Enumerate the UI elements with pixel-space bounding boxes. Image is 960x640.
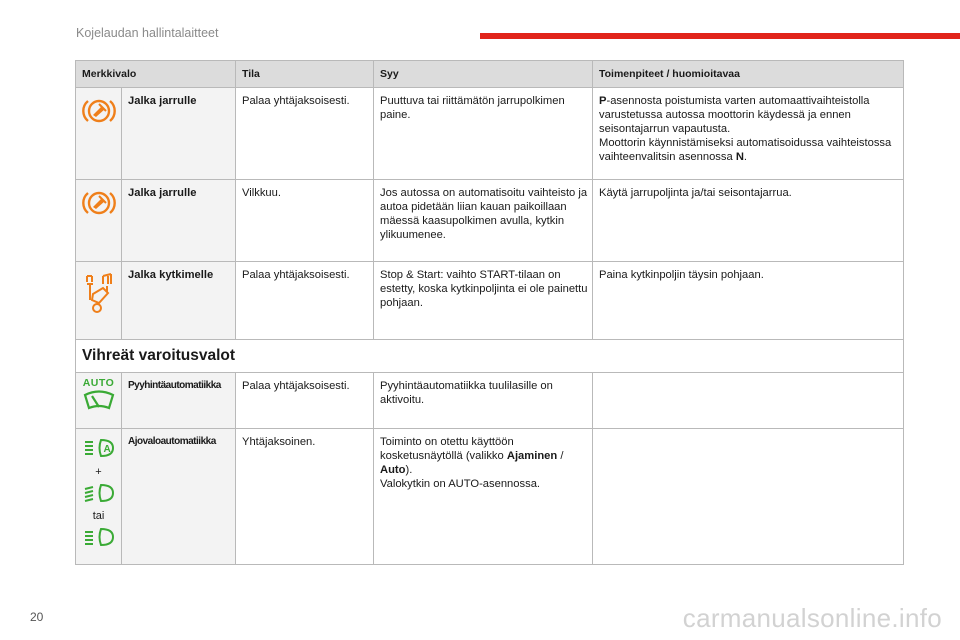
auto-label: AUTO — [82, 377, 115, 389]
icon-cell — [76, 180, 122, 262]
action-paragraph-2 — [599, 136, 899, 164]
tila-cell: Palaa yhtäjaksoisesti. — [236, 262, 374, 340]
foot-on-brake-icon — [82, 188, 116, 218]
action-paragraph-1 — [599, 94, 899, 136]
section-title: Vihreät varoitusvalot — [76, 340, 904, 373]
gear-letter-n: N — [735, 151, 744, 163]
column-header-syy: Syy — [374, 61, 593, 88]
icon-cell — [76, 88, 122, 180]
column-header-merkkivalo: Merkkivalo — [76, 61, 236, 88]
lamp-name: Jalka jarrulle — [122, 88, 236, 180]
warning-lamp-table — [75, 60, 904, 565]
dipped-beam-icon — [82, 483, 116, 503]
cause-text: ). — [405, 464, 413, 476]
side-lamp-icon — [82, 527, 116, 547]
syy-cell: Stop & Start: vaihto START-tilaan on estetty, koska kytkinpoljinta ei ole painettu pohjaan. — [374, 262, 593, 340]
icon-cell — [76, 373, 122, 429]
cause-line-1 — [380, 435, 588, 477]
lamp-name: Jalka jarrulle — [122, 180, 236, 262]
column-header-toimenpiteet: Toimenpiteet / huomioitavaa — [593, 61, 904, 88]
syy-cell: Jos autossa on automatisoitu vaihteisto ja autoa pidetään liian kauan paikoillaan mäessä kaasupolkimen avulla, kytkin ylikuumenee. — [374, 180, 593, 262]
tila-cell: Palaa yhtäjaksoisesti. — [236, 88, 374, 180]
auto-headlamp-icon — [82, 437, 116, 459]
action-text: . — [743, 151, 748, 163]
section-row — [76, 340, 904, 373]
page-number: 20 — [30, 610, 44, 624]
toimenpiteet-cell — [593, 429, 904, 565]
lamp-name: Pyyhintäautomatiikka — [122, 373, 236, 429]
syy-cell: Pyyhintäautomatiikka tuulilasille on aktivoitu. — [374, 373, 593, 429]
table-row — [76, 373, 904, 429]
syy-cell: Puuttuva tai riittämätön jarrupolkimen paine. — [374, 88, 593, 180]
action-text: -asennosta poistumista varten automaattivaihteistolla varustetussa autossa moottorin käydessä ja ennen seisontajarrun vapautusta. — [599, 95, 870, 135]
toimenpiteet-cell — [593, 88, 904, 180]
lamp-name: Ajovaloautomatiikka — [122, 429, 236, 565]
toimenpiteet-cell: Käytä jarrupoljinta ja/tai seisontajarrua. — [593, 180, 904, 262]
watermark: carmanualsonline.info — [682, 603, 942, 633]
tila-cell: Yhtäjaksoinen. — [236, 429, 374, 565]
page-header-title: Kojelaudan hallintalaitteet — [76, 26, 219, 40]
gear-letter-p: P — [599, 95, 607, 107]
syy-cell — [374, 429, 593, 565]
table-row — [76, 429, 904, 565]
table-row — [76, 262, 904, 340]
header-accent-bar — [480, 33, 960, 39]
lamp-name: Jalka kytkimelle — [122, 262, 236, 340]
menu-ajaminen: Ajaminen — [506, 450, 558, 462]
cause-text: / — [557, 450, 564, 462]
windscreen-wiper-icon — [82, 389, 116, 411]
toimenpiteet-cell: Paina kytkinpoljin täysin pohjaan. — [593, 262, 904, 340]
table-row — [76, 180, 904, 262]
icon-cell — [76, 429, 122, 565]
cause-text: Toiminto on otettu käyttöön kosketusnäytöllä (valikko — [380, 436, 514, 462]
icon-cell — [76, 262, 122, 340]
foot-on-clutch-icon — [81, 270, 117, 316]
menu-auto: Auto — [380, 464, 406, 476]
plus-separator: + — [95, 466, 102, 478]
svg-text:A: A — [103, 444, 111, 455]
toimenpiteet-cell — [593, 373, 904, 429]
action-text: Moottorin käynnistämiseksi automatisoidussa vaihteistossa vaihteenvalitsin asennossa — [599, 137, 892, 163]
tila-cell: Palaa yhtäjaksoisesti. — [236, 373, 374, 429]
table-row — [76, 88, 904, 180]
foot-on-brake-icon — [82, 96, 116, 126]
table-header-row — [76, 61, 904, 88]
tila-cell: Vilkkuu. — [236, 180, 374, 262]
or-separator: tai — [92, 510, 105, 522]
column-header-tila: Tila — [236, 61, 374, 88]
cause-line-2: Valokytkin on AUTO-asennossa. — [380, 478, 541, 490]
